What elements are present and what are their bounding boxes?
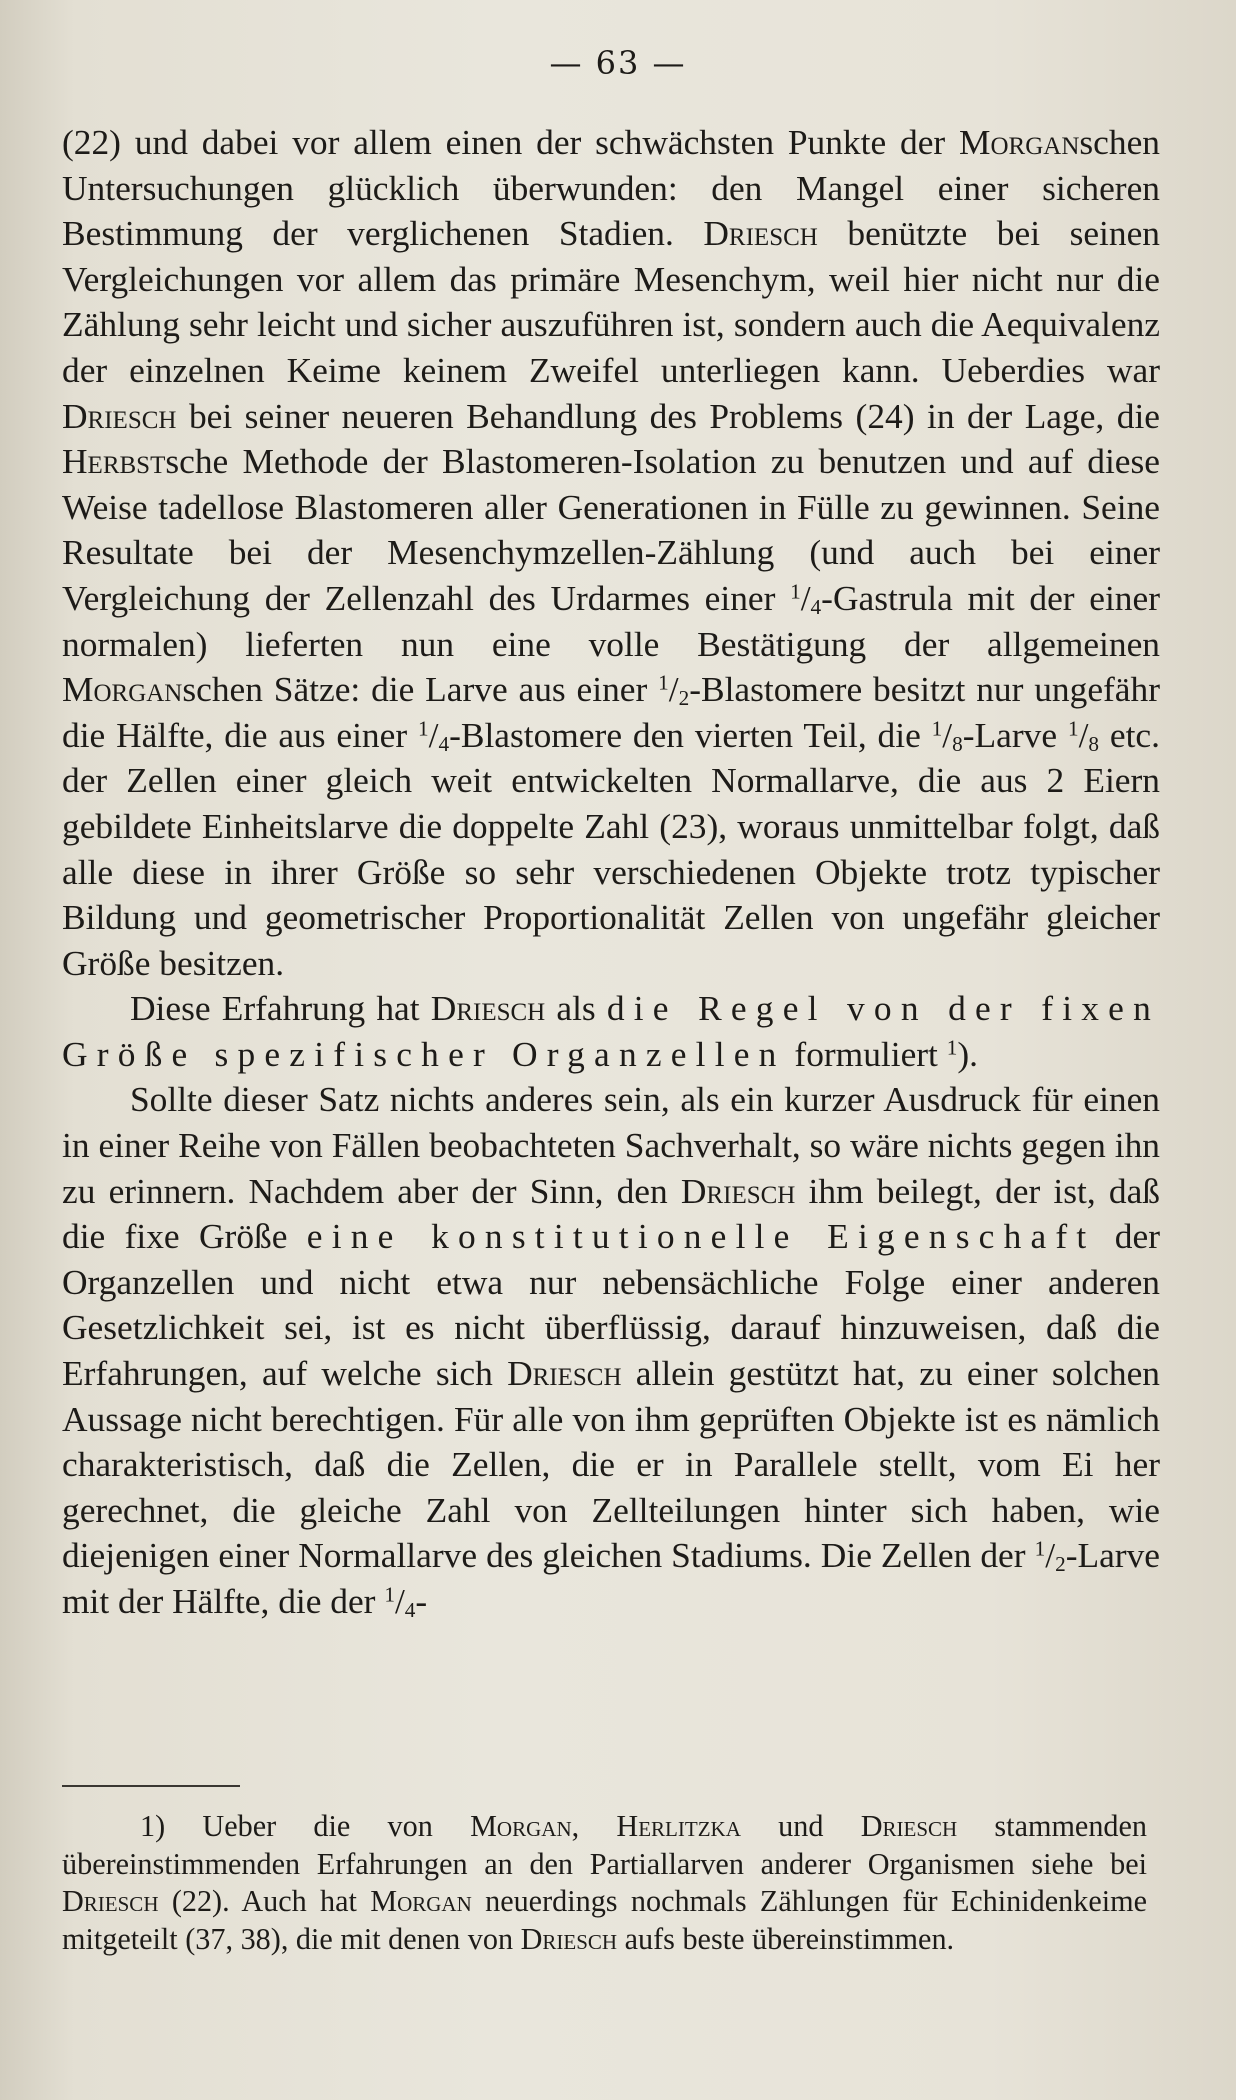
text-run: - bbox=[415, 1581, 428, 1621]
author-name: Morgan bbox=[62, 669, 183, 710]
text-run: schen Sätze: die Larve aus einer bbox=[182, 669, 659, 710]
superscript: 1 bbox=[417, 716, 429, 741]
author-name: Driesch bbox=[507, 1353, 622, 1394]
author-name: Driesch bbox=[62, 1884, 159, 1919]
text-run: formuliert bbox=[785, 1033, 947, 1074]
text-run: als bbox=[545, 988, 607, 1029]
text-run: -Larve mit der Hälfte, die der bbox=[62, 1535, 1160, 1621]
subscript: 4 bbox=[404, 1598, 416, 1623]
text-run: / bbox=[668, 669, 679, 710]
superscript: 1 bbox=[931, 716, 943, 741]
text-run: (22). Auch hat bbox=[158, 1884, 371, 1919]
text-run: 1) Ueber die von bbox=[140, 1809, 471, 1843]
author-name: Driesch bbox=[860, 1809, 958, 1843]
footnote-rule bbox=[62, 1785, 240, 1787]
text-run: der Organzellen und nicht etwa nur nebensächliche Folge einer anderen Gesetzlichkeit sei, ist es nicht überflüssig, darauf hinzuweisen, daß die Erfahrungen, auf welche sich bbox=[62, 1216, 1160, 1394]
text-run: -Blastomere besitzt nur ungefähr die Hälfte, die aus einer bbox=[62, 669, 1160, 755]
subscript: 2 bbox=[1055, 1552, 1066, 1577]
text-run: / bbox=[394, 1581, 405, 1621]
subscript: 2 bbox=[678, 686, 690, 711]
text-run: , bbox=[571, 1809, 617, 1843]
superscript: 1 bbox=[1067, 716, 1079, 741]
author-name: Morgan bbox=[470, 1809, 572, 1843]
text-run: allein gestützt hat, zu einer solchen Aussage nicht berechtigen. Für alle von ihm geprüften Objekte ist es nämlich charakteristisch, daß die Zellen, die er in Parallele stellt, vom Ei her gerechnet, die gleiche Zahl von Zellteilungen hinter sich haben, wie diejenigen einer Normallarve des gleichen Stadiums. Die Zellen der bbox=[62, 1353, 1160, 1576]
spaced-emphasis: eine konstitutionelle Eigenschaft bbox=[306, 1216, 1096, 1257]
subscript: 4 bbox=[810, 595, 822, 620]
text-run: sche Methode der Blastomeren-Isolation zu benutzen und auf diese Weise tadellose Blastomeren aller Generationen in Fülle zu gewinnen. Seine Resultate bei der Mesenchymzellen-Zählung (und auch bei einer Vergleichung der Zellenzahl des Urdarmes einer bbox=[62, 441, 1160, 618]
text-run: Diese Erfahrung hat bbox=[130, 988, 431, 1029]
text-run: schen Untersuchungen glücklich überwunden: den Mangel einer sicheren Bestimmung der verglichenen Stadien. bbox=[62, 122, 1160, 254]
author-name: Driesch bbox=[520, 1921, 618, 1956]
text-run: / bbox=[942, 714, 953, 755]
text-run: / bbox=[1045, 1535, 1056, 1576]
text-run: / bbox=[1078, 714, 1089, 755]
subscript: 8 bbox=[952, 731, 963, 756]
text-run: etc. der Zellen einer gleich weit entwickelten Normallarve, die aus 2 Eiern gebildete Einheitslarve die doppelte Zahl (23), woraus unmittelbar folgt, daß alle diese in ihrer Größe so sehr verschiedenen Objekte trotz typischer Bildung und geometrischer Proportionalität Zellen von ungefähr gleicher Größe besitzen. bbox=[62, 714, 1160, 983]
author-name: Herlitzka bbox=[616, 1809, 741, 1843]
text-run: Sollte dieser Satz nichts anderes sein, als ein kurzer Ausdruck für einen in einer Reihe von Fällen beobachteten Sachverhalt, so wäre nichts gegen ihn zu erinnern. Nachdem aber der Sinn, den bbox=[62, 1079, 1160, 1211]
text-run: / bbox=[428, 714, 439, 755]
author-name: Herbst bbox=[62, 441, 166, 482]
text-run: ihm beilegt, der ist, daß die fixe Größe bbox=[62, 1170, 1160, 1257]
text-run: (22) und dabei vor allem einen der schwächsten Punkte der bbox=[62, 122, 960, 162]
body-text bbox=[62, 120, 1160, 1625]
text-run: bei seiner neueren Behandlung des Problems (24) in der Lage, die bbox=[176, 395, 1160, 436]
text-run: benützte bei seinen Vergleichungen vor allem das primäre Mesenchym, weil hier nicht nur die Zählung sehr leicht und sicher auszuführen ist, sondern auch die Aequivalenz der einzelnen Keime keinem Zweifel unterliegen kann. Ueberdies war bbox=[62, 213, 1160, 390]
paragraph bbox=[62, 1077, 1160, 1624]
superscript: 1 bbox=[384, 1582, 395, 1607]
superscript: 1 bbox=[1034, 1536, 1046, 1561]
paragraph bbox=[62, 986, 1160, 1077]
text-run: -Blastomere den vierten Teil, die bbox=[449, 714, 932, 755]
subscript: 8 bbox=[1088, 731, 1100, 756]
author-name: Driesch bbox=[430, 988, 546, 1029]
superscript: 1 bbox=[790, 579, 801, 604]
author-name: Morgan bbox=[370, 1884, 472, 1919]
footnote-text bbox=[62, 1808, 1147, 1958]
author-name: Morgan bbox=[959, 122, 1080, 162]
text-run: stammenden übereinstimmenden Erfahrungen an den Partiallarven anderer Organismen siehe bei bbox=[62, 1809, 1148, 1881]
superscript: 1 bbox=[658, 670, 669, 695]
author-name: Driesch bbox=[703, 213, 818, 254]
text-run: und bbox=[740, 1809, 861, 1843]
text-run: / bbox=[800, 577, 811, 618]
footnote bbox=[62, 1808, 1147, 1958]
page-number: — 63 — bbox=[549, 44, 687, 82]
text-run: aufs beste übereinstimmen. bbox=[617, 1921, 955, 1956]
paragraph bbox=[62, 120, 1160, 986]
text-run: -Larve bbox=[962, 714, 1068, 755]
text-run: ). bbox=[957, 1033, 979, 1074]
author-name: Driesch bbox=[680, 1170, 796, 1211]
text-run: -Gastrula mit der einer normalen) lieferten nun eine volle Bestätigung der allgemeinen bbox=[62, 577, 1160, 664]
spaced-emphasis: die Regel von der fixen Größe spezifischer Organzellen bbox=[62, 988, 1160, 1074]
superscript: 1 bbox=[946, 1035, 958, 1060]
author-name: Driesch bbox=[62, 395, 177, 436]
text-run: neuerdings nochmals Zählungen für Echinidenkeime mitgeteilt (37, 38), die mit denen von bbox=[62, 1884, 1147, 1956]
subscript: 4 bbox=[438, 731, 450, 756]
